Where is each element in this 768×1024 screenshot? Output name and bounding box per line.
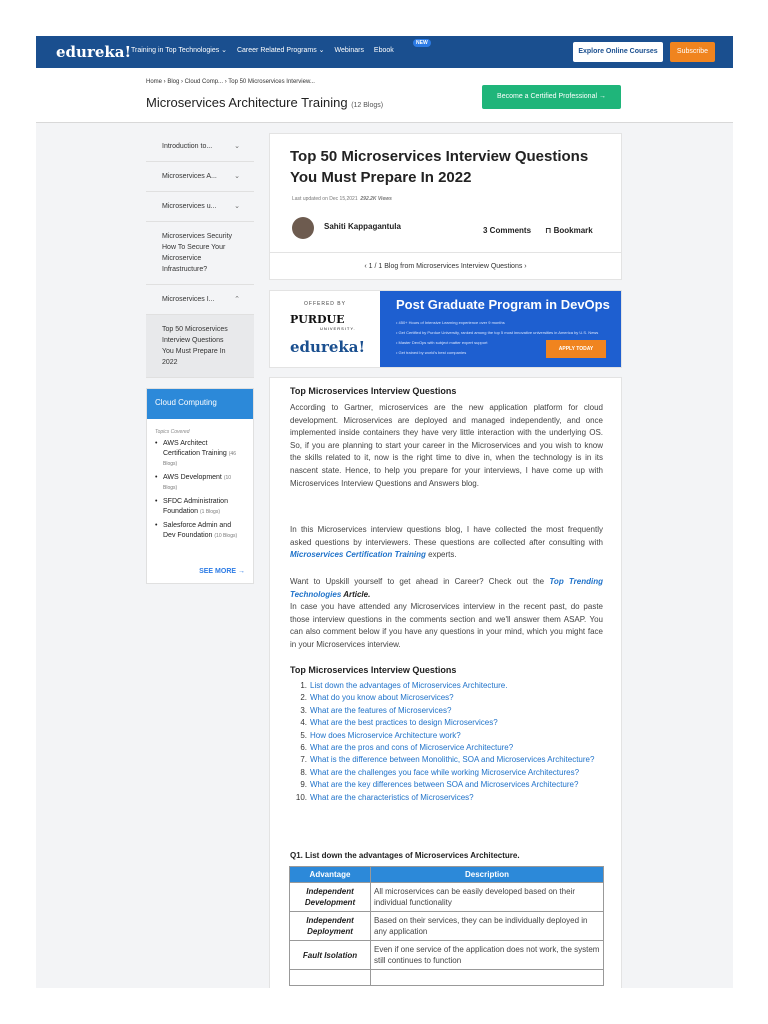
bookmark-button[interactable] — [545, 226, 593, 235]
nav-menu — [131, 46, 402, 54]
purdue-subtitle: UNIVERSITY. — [320, 326, 356, 331]
cloud-computing-title[interactable]: Cloud Computing — [147, 389, 253, 419]
bookmark-icon: ⊓ — [545, 226, 552, 235]
edureka-logo[interactable]: edureka! — [56, 43, 132, 61]
cloud-computing-widget — [146, 388, 254, 584]
question-link[interactable]: 8. What are the challenges you face while working Microservice Architectures? — [300, 767, 580, 777]
description-cell: Based on their services, they can be individually deployed in any application — [371, 912, 604, 941]
edureka-banner-logo: edureka! — [290, 338, 366, 356]
author-name[interactable]: Sahiti Kappagantula — [324, 222, 401, 231]
description-cell: Even if one service of the application does not work, the system still continues to function — [371, 941, 604, 970]
chevron-up-icon: ⌃ — [234, 296, 240, 303]
explore-courses-button[interactable]: Explore Online Courses — [573, 42, 663, 62]
section-heading: Top Microservices Interview Questions — [290, 386, 457, 396]
advantage-cell: Fault Isolation — [290, 941, 371, 970]
chevron-down-icon: ⌄ — [234, 203, 240, 210]
view-count: 292.2K Views — [360, 196, 392, 202]
table-row — [290, 912, 604, 941]
toc-item-label: Introduction to... — [162, 143, 213, 150]
topic-count: (46 Blogs) — [163, 451, 236, 467]
toc-item-security[interactable] — [146, 222, 254, 285]
see-more-link[interactable]: SEE MORE → — [199, 568, 245, 575]
question-link[interactable]: 9. What are the key differences between SOA and Microservices Architecture? — [300, 780, 579, 790]
advantage-cell: Independent Deployment — [290, 912, 371, 941]
bookmark-label: Bookmark — [553, 226, 593, 235]
toc-item-label: Microservices A... — [162, 173, 217, 180]
comment-paragraph: In case you have attended any Microservices interview in the recent past, do paste those interview questions in the comments section and we'll answer them ASAP. You can also comment below if you have any questions in your mind, which you might face in your Microservices interview. — [290, 602, 603, 649]
chevron-down-icon: ⌄ — [234, 143, 240, 150]
intro-paragraph: According to Gartner, microservices are the new application platform for cloud development. Microservices are deployed and managed independently, and once implemented inside containers they have very little interaction with the underlying OS. So, if you are planning to start your career in the Microservices and you wish to know the skills related to it, now is the right time to dive in, when the technology is in its nascent state. Hence, to help you prepare for your interviews, I have come up with Microservices Interview Questions and Answers blog. — [290, 403, 603, 488]
questions-heading: Top Microservices Interview Questions — [290, 665, 457, 675]
table-row — [290, 970, 604, 986]
upskill-paragraph — [290, 576, 603, 601]
purdue-logo: PURDUE — [290, 313, 345, 326]
article-header-card — [269, 133, 622, 280]
collection-paragraph — [290, 524, 603, 562]
program-point: • 450+ Hours of Intensive Learning experience over 9 months — [396, 320, 505, 325]
topic-name: Salesforce Admin and Dev Foundation — [163, 522, 232, 539]
subscribe-button[interactable]: Subscribe — [670, 42, 715, 62]
topic-count: (10 Blogs) — [163, 475, 232, 491]
topic-item[interactable] — [155, 473, 245, 493]
comments-link[interactable]: 3 Comments — [483, 226, 532, 235]
nav-item-webinars[interactable]: Webinars — [334, 47, 364, 54]
column-header: Description — [371, 867, 604, 883]
topic-name: AWS Architect Certification Training — [163, 440, 227, 457]
trending-tech-link[interactable]: Top Trending Technologies — [290, 577, 604, 599]
offered-by-label: OFFERED BY — [304, 301, 346, 307]
article-meta — [292, 196, 392, 202]
banner-partners — [270, 291, 380, 367]
topic-item[interactable] — [155, 497, 245, 517]
question-link[interactable]: 4. What are the best practices to design Microservices? — [300, 718, 498, 728]
topics-covered-label: Topics Covered — [155, 429, 190, 435]
nav-item-ebook[interactable]: Ebook — [373, 47, 394, 54]
blog-pager[interactable]: ‹ 1 / 1 Blog from Microservices Interview Questions › — [270, 252, 621, 280]
article-body — [269, 377, 622, 988]
topic-count: (10 Blogs) — [214, 533, 238, 539]
advantages-table — [289, 866, 604, 986]
topic-name: SFDC Administration Foundation — [163, 498, 228, 515]
toc-item-introduction[interactable] — [146, 132, 254, 162]
program-point: • Master DevOps with subject matter expert support — [396, 340, 488, 345]
question-link[interactable]: 3. What are the features of Microservices? — [300, 705, 452, 715]
last-updated: Last updated on Dec 15,2021 — [292, 196, 358, 202]
toc-item-top50-active[interactable] — [146, 315, 254, 378]
toc-item-interview[interactable] — [146, 285, 254, 315]
sidebar-toc — [146, 132, 254, 378]
topic-name: AWS Development — [163, 474, 222, 481]
description-cell: All microservices can be easily developed based on their individual functionality — [371, 883, 604, 912]
devops-banner[interactable] — [269, 290, 622, 368]
question-link[interactable]: 2. What do you know about Microservices? — [300, 693, 454, 703]
program-point: • Get Certified by Purdue University, ranked among the top 5 most innovative universities in America by U.S. News — [396, 330, 599, 335]
breadcrumb[interactable]: Home › Blog › Cloud Comp... › Top 50 Microservices Interview... — [146, 79, 315, 85]
new-badge: NEW — [413, 39, 431, 47]
para-text: Want to Upskill yourself to get ahead in Career? Check out the — [290, 577, 550, 586]
blog-count: (12 Blogs) — [351, 102, 384, 109]
article-title: Top 50 Microservices Interview Questions You Must Prepare In 2022 — [290, 148, 589, 186]
topic-count: (1 Blogs) — [199, 509, 220, 515]
page-title — [146, 95, 383, 110]
table-row — [290, 941, 604, 970]
question-link[interactable]: 7. What is the difference between Monolithic, SOA and Microservices Architecture? — [300, 755, 595, 765]
toc-item-architecture[interactable] — [146, 162, 254, 192]
program-title: Post Graduate Program in DevOps — [396, 297, 610, 312]
question-link[interactable]: 1. List down the advantages of Microservices Architecture. — [300, 681, 508, 690]
description-cell — [371, 970, 604, 986]
banner-program-info — [380, 291, 621, 367]
column-header: Advantage — [290, 867, 371, 883]
topic-item[interactable] — [155, 521, 245, 541]
table-row — [290, 883, 604, 912]
certification-link[interactable]: Microservices Certification Training — [290, 550, 426, 560]
topics-list — [147, 439, 253, 541]
advantage-cell — [290, 970, 371, 986]
advantage-cell: Independent Development — [290, 883, 371, 912]
questions-list — [290, 680, 603, 804]
para-text: Article. — [341, 589, 371, 599]
apply-today-button[interactable]: APPLY TODAY — [546, 340, 606, 358]
question-link[interactable]: 5. How does Microservice Architecture work? — [300, 730, 461, 740]
question-link[interactable]: 10. What are the characteristics of Microservices? — [295, 792, 474, 802]
toc-item-label: Top 50 Microservices Interview Questions You Must Prepare In 2022 — [162, 326, 228, 366]
question-link[interactable]: 6. What are the pros and cons of Microservice Architecture? — [300, 743, 514, 753]
toc-item-microservices-u[interactable] — [146, 192, 254, 222]
chevron-down-icon: ⌄ — [234, 173, 240, 180]
para-text: experts. — [425, 550, 457, 560]
topic-item[interactable] — [155, 439, 245, 469]
toc-item-label: Microservices Security How To Secure Your Microservice Infrastructure? — [162, 233, 233, 273]
q1-heading: Q1. List down the advantages of Microservices Architecture. — [290, 851, 520, 860]
become-certified-button[interactable]: Become a Certified Professional → — [482, 85, 621, 109]
para-text: In this Microservices interview questions blog, I have collected the most frequently asked questions by interviewers. These questions are collected after consulting with — [290, 525, 603, 547]
author-avatar — [292, 217, 314, 239]
category-title: Microservices Architecture Training — [146, 95, 348, 110]
top-navbar — [36, 36, 733, 68]
program-point: • Get trained by world's best companies — [396, 350, 467, 355]
toc-item-label: Microservices I... — [162, 296, 215, 303]
table-header-row — [290, 867, 604, 883]
nav-item-career[interactable]: Career Related Programs ⌄ — [236, 47, 325, 54]
toc-item-label: Microservices u... — [162, 203, 217, 210]
nav-item-training[interactable]: Training in Top Technologies ⌄ — [131, 47, 228, 54]
